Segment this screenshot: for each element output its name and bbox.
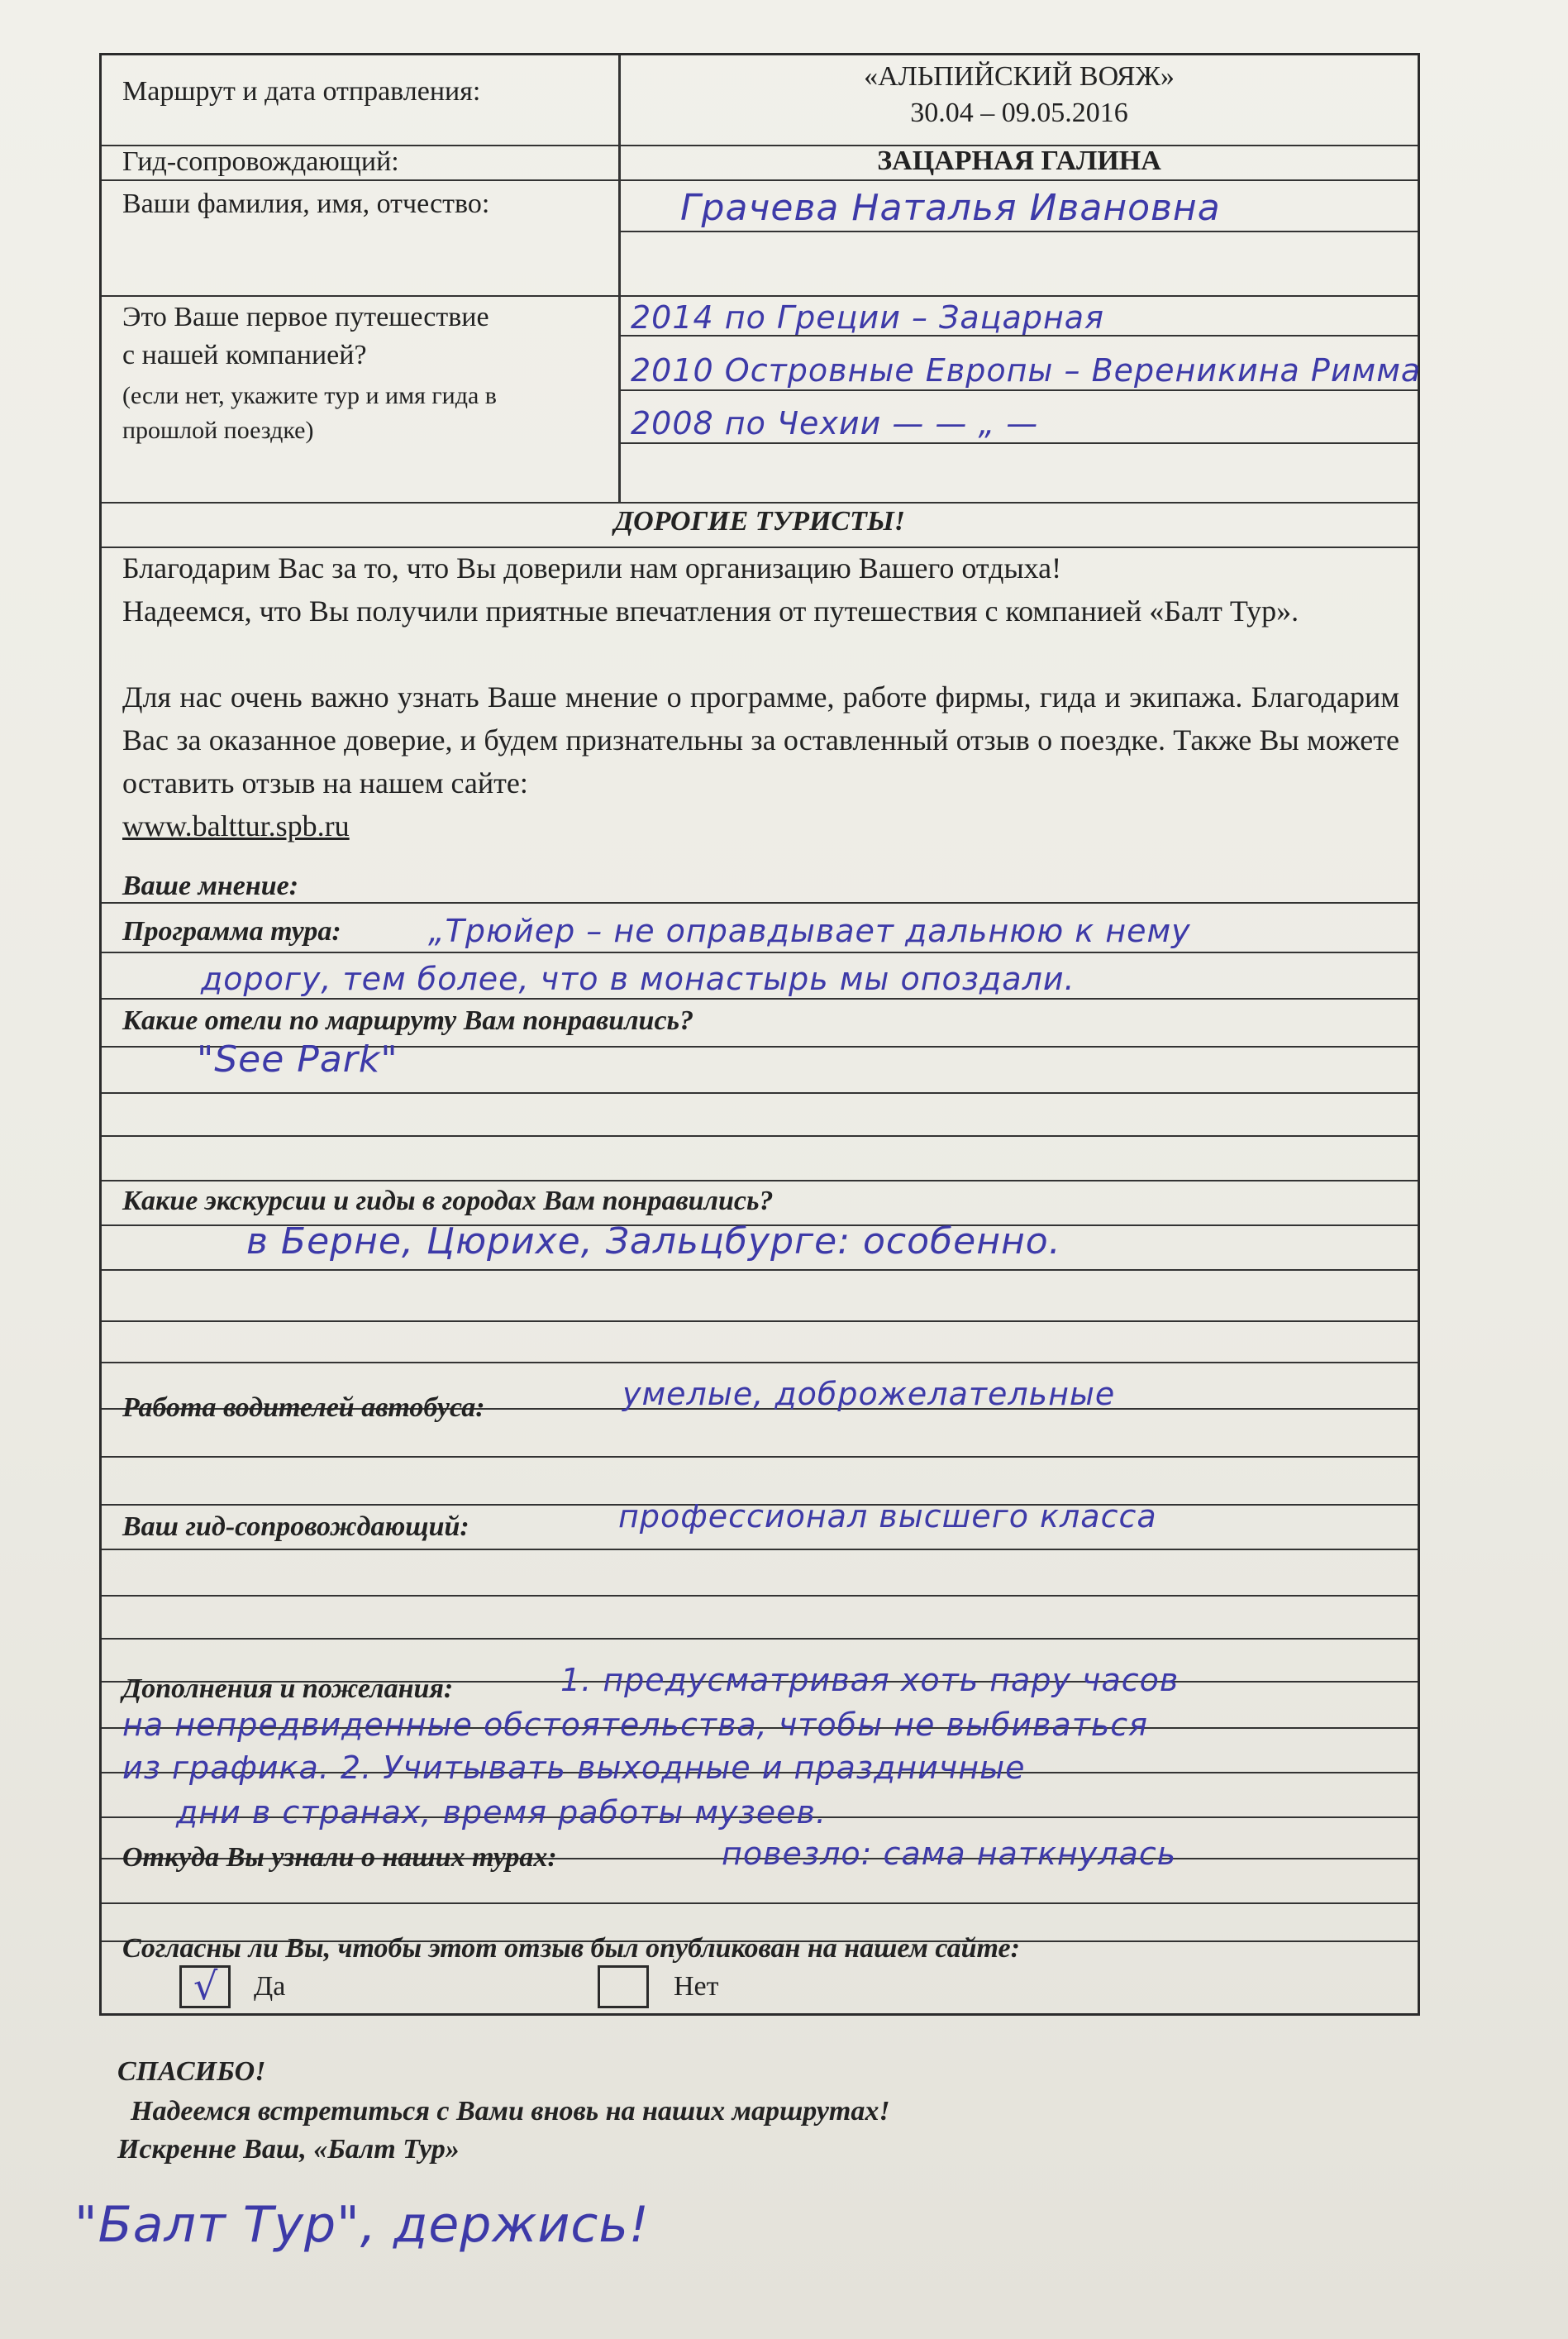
handwritten-excursions: в Берне, Цюрихе, Зальцбурге: особенно. [246, 1220, 1061, 1263]
handwritten-wishes-1: 1. предусматривая хоть пару часов [560, 1662, 1180, 1698]
opinion-heading: Ваше мнение: [122, 871, 299, 901]
consent-no-checkbox[interactable] [598, 1965, 649, 2008]
first-trip-hint-1: (если нет, укажите тур и имя гида в [122, 382, 497, 409]
handwritten-previous-trip-3: 2008 по Чехии — — „ — [631, 405, 1039, 442]
handwritten-program-2: дорогу, тем более, что в монастырь мы опоздали. [201, 961, 1075, 997]
divider [102, 1638, 1418, 1640]
name-label: Ваши фамилия, имя, отчество: [122, 189, 490, 219]
divider [102, 902, 1418, 904]
consent-yes-checkbox[interactable] [179, 1965, 231, 2008]
handwritten-previous-trip-1: 2014 по Греции – Зацарная [631, 299, 1104, 336]
handwritten-postscript: "Балт Тур", держись! [74, 2196, 650, 2254]
handwritten-hotels: "See Park" [197, 1038, 398, 1081]
handwritten-program-1: „Трюйер – не оправдывает дальнюю к нему [428, 913, 1191, 949]
divider [102, 502, 1418, 504]
closing-signature: Искренне Ваш, «Балт Тур» [117, 2134, 460, 2165]
divider [102, 1456, 1418, 1458]
consent-no-label: Нет [674, 1971, 719, 2002]
handwritten-drivers: умелые, доброжелательные [622, 1376, 1116, 1412]
hotels-label: Какие отели по маршруту Вам понравились? [122, 1005, 694, 1036]
source-label: Откуда Вы узнали о наших турах: [122, 1842, 557, 1873]
divider [618, 231, 1418, 232]
handwritten-wishes-3: из графика. 2. Учитывать выходные и праздничные [122, 1749, 1026, 1786]
route-label: Маршрут и дата отправления: [122, 76, 481, 107]
divider [102, 952, 1418, 953]
first-trip-hint-2: прошлой поездке) [122, 417, 314, 444]
first-trip-label-2: с нашей компанией? [122, 340, 367, 370]
closing-thanks: СПАСИБО! [117, 2056, 266, 2087]
intro-paragraph-1: Благодарим Вас за то, что Вы доверили нам организацию Вашего отдыха! [122, 551, 1062, 585]
intro-paragraph-3: Для нас очень важно узнать Ваше мнение о программе, работе фирмы, гида и экипажа. Благодарим Вас за оказанное доверие, и будем признательны за оставленный отзыв о поездке. Также Вы можете оставить отзыв на нашем сайте: [122, 680, 1399, 800]
intro-heading: ДОРОГИЕ ТУРИСТЫ! [613, 506, 906, 537]
divider [102, 179, 1418, 181]
handwritten-source: повезло: сама наткнулась [722, 1835, 1177, 1872]
closing-hope: Надеемся встретиться с Вами вновь на наших маршрутах! [131, 2096, 890, 2127]
guide-name: ЗАЦАРНАЯ ГАЛИНА [877, 146, 1161, 176]
tour-name: «АЛЬПИЙСКИЙ ВОЯЖ» [864, 61, 1175, 92]
divider [102, 1902, 1418, 1904]
excursions-label: Какие экскурсии и гиды в городах Вам понравились? [122, 1186, 774, 1216]
divider [102, 1320, 1418, 1322]
divider [102, 1269, 1418, 1271]
handwritten-guide: профессионал высшего класса [618, 1498, 1157, 1535]
divider [102, 1135, 1418, 1137]
consent-label: Согласны ли Вы, чтобы этот отзыв был опубликован на нашем сайте: [122, 1933, 1020, 1964]
divider [102, 1362, 1418, 1363]
drivers-label: Работа водителей автобуса: [122, 1392, 485, 1423]
first-trip-label-1: Это Ваше первое путешествие [122, 302, 489, 332]
wishes-label: Дополнения и пожелания: [122, 1673, 454, 1704]
divider [102, 1180, 1418, 1181]
intro-paragraph-2: Надеемся, что Вы получили приятные впечатления от путешествия с компанией «Балт Тур». [122, 594, 1299, 628]
handwritten-previous-trip-2: 2010 Островные Европы – Вереникина Римма [631, 352, 1422, 389]
handwritten-wishes-4: дни в странах, время работы музеев. [176, 1794, 827, 1831]
divider [102, 1549, 1418, 1550]
divider [102, 1092, 1418, 1094]
checkmark-icon: √ [193, 1964, 218, 2008]
guide-label: Гид-сопровождающий: [122, 146, 399, 177]
guide-opinion-label: Ваш гид-сопровождающий: [122, 1511, 469, 1542]
consent-yes-label: Да [254, 1971, 286, 2002]
website-link[interactable]: www.balttur.spb.ru [122, 809, 350, 843]
tour-dates: 30.04 – 09.05.2016 [910, 98, 1128, 128]
handwritten-wishes-2: на непредвиденные обстоятельства, чтобы не выбиваться [122, 1707, 1148, 1743]
feedback-form-frame [99, 53, 1420, 2016]
divider [102, 1595, 1418, 1597]
program-label: Программа тура: [122, 916, 341, 947]
handwritten-full-name: Грачева Наталья Ивановна [680, 187, 1221, 229]
